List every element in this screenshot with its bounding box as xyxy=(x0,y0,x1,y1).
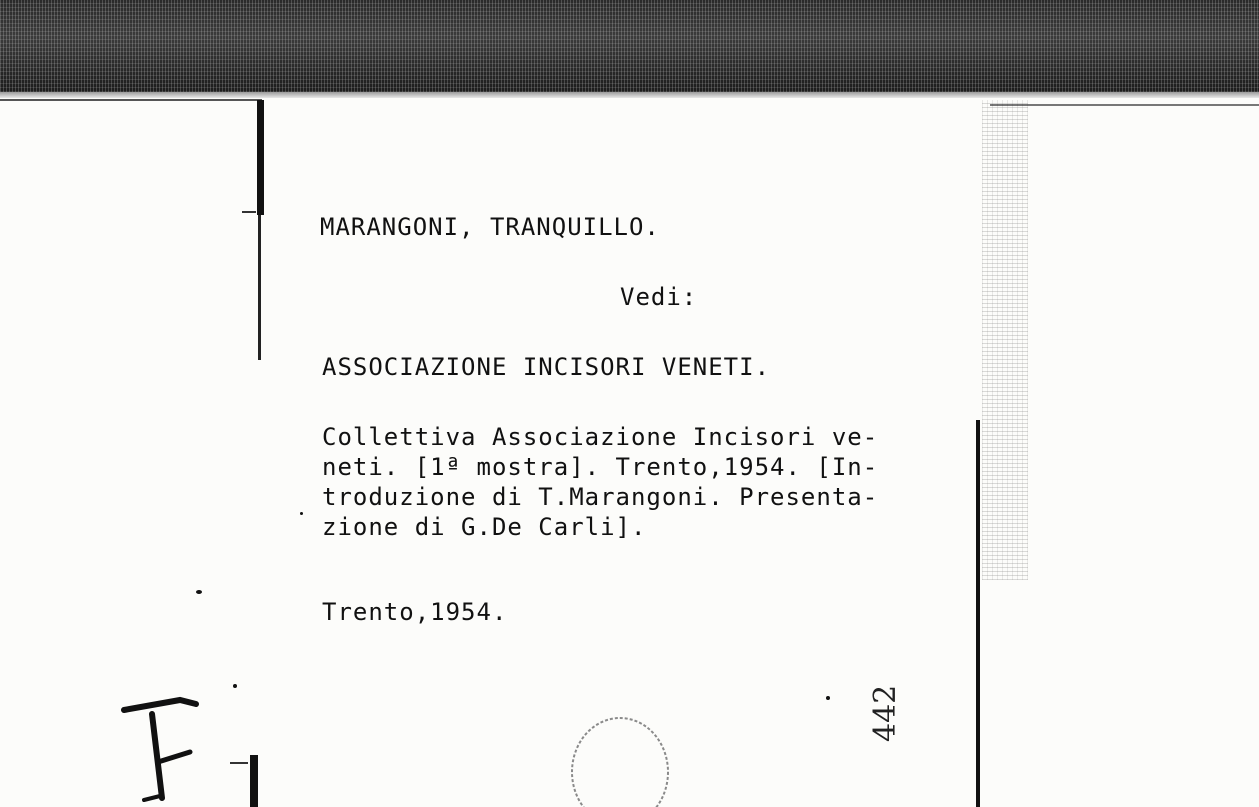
scan-noise-edge xyxy=(982,100,1028,580)
imprint: Trento,1954. xyxy=(322,598,508,626)
card-top-rule xyxy=(0,99,262,101)
card-right-top-rule xyxy=(990,104,1259,106)
title-line: zione di G.De Carli]. xyxy=(322,513,647,541)
card-left-border-thin xyxy=(258,215,261,360)
scan-dark-strip xyxy=(0,0,1259,92)
ink-speck xyxy=(233,684,237,688)
see-reference-label: Vedi: xyxy=(620,283,698,311)
scan-strip-edge xyxy=(0,92,1259,98)
title-line: neti. [1ª mostra]. Trento,1954. [In- xyxy=(322,453,879,481)
faint-circle-mark xyxy=(568,712,678,807)
handwritten-f-mark xyxy=(118,690,208,807)
card-tick-mark xyxy=(242,211,256,213)
card-left-border-bottom xyxy=(250,755,258,807)
ink-speck xyxy=(300,512,303,515)
title-line: Collettiva Associazione Incisori ve- xyxy=(322,423,879,451)
ink-speck xyxy=(196,590,202,594)
stamp-number: 442 xyxy=(868,684,903,742)
card-right-border xyxy=(976,420,980,807)
ink-speck xyxy=(826,696,830,700)
card-left-border xyxy=(257,100,264,215)
reference-heading: ASSOCIAZIONE INCISORI VENETI. xyxy=(322,353,771,381)
card-tick-mark-bottom xyxy=(230,762,248,764)
title-line: troduzione di T.Marangoni. Presenta- xyxy=(322,483,879,511)
card-heading: MARANGONI, TRANQUILLO. xyxy=(320,213,660,241)
